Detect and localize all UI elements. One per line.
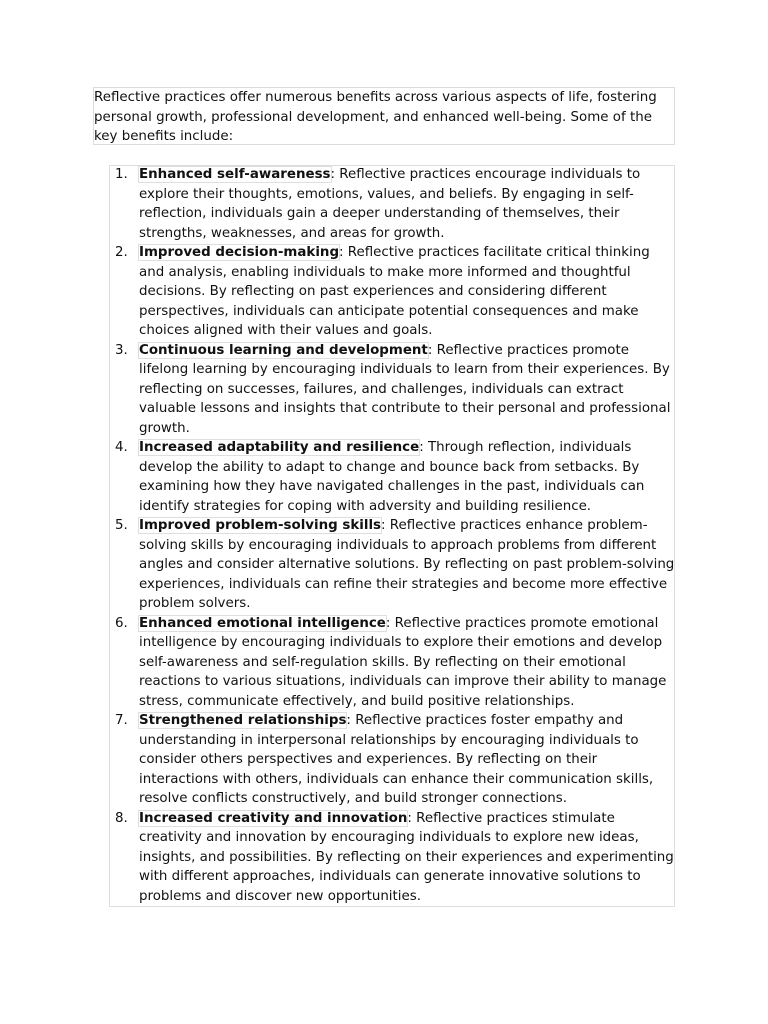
list-item-number: 5. bbox=[115, 518, 128, 533]
list-item bbox=[115, 243, 675, 341]
benefit-term: Continuous learning and development bbox=[139, 342, 428, 358]
list-item bbox=[115, 438, 675, 516]
list-item-number: 2. bbox=[115, 245, 128, 260]
benefit-term: Increased creativity and innovation bbox=[139, 810, 408, 826]
benefit-description: : Reflective practices promote lifelong learning by encouraging individuals to learn from their experiences. By reflecting on successes, failures, and challenges, individuals can extract valuable lessons and insights that contribute to their personal and professional growth. bbox=[139, 342, 671, 436]
benefits-list bbox=[115, 165, 675, 906]
list-item-number: 7. bbox=[115, 713, 128, 728]
benefit-term: Strengthened relationships bbox=[139, 713, 347, 728]
list-item bbox=[115, 711, 675, 809]
list-item-number: 1. bbox=[115, 167, 128, 182]
list-item bbox=[115, 809, 675, 907]
benefit-description: : Reflective practices foster empathy and understanding in interpersonal relationships by encouraging individuals to consider others perspectives and experiences. By reflecting on their interactions with others, individuals can enhance their communication skills, resolve conflicts constructively, and build stronger connections. bbox=[139, 713, 654, 806]
list-item bbox=[115, 516, 675, 614]
list-item bbox=[115, 165, 675, 243]
benefit-description: : Reflective practices stimulate creativity and innovation by encouraging individuals to explore new ideas, insights, and possibilities. By reflecting on their experiences and experimenting with different approaches, individuals can generate innovative solutions to problems and discover new opportunities. bbox=[139, 810, 674, 904]
benefit-term: Improved problem-solving skills bbox=[139, 518, 382, 533]
benefit-description: : Reflective practices facilitate critical thinking and analysis, enabling individuals to make more informed and thoughtful decisions. By reflecting on past experiences and considering different perspectives, individuals can anticipate potential consequences and make choices aligned with their values and goals. bbox=[139, 245, 650, 338]
list-item-number: 8. bbox=[115, 810, 128, 826]
benefit-term: Improved decision-making bbox=[139, 245, 340, 260]
list-item-number: 6. bbox=[115, 615, 128, 631]
list-item bbox=[115, 341, 675, 439]
benefit-description: : Reflective practices promote emotional intelligence by encouraging individuals to explore their emotions and develop self-awareness and self-regulation skills. By reflecting on their emotional reactions to various situations, individuals can improve their ability to manage stress, communicate effectively, and build positive relationships. bbox=[139, 615, 667, 709]
list-item-number: 4. bbox=[115, 440, 128, 455]
benefit-term: Increased adaptability and resilience bbox=[139, 440, 420, 455]
benefit-description: : Reflective practices enhance problem-solving skills by encouraging individuals to approach problems from different angles and consider alternative solutions. By reflecting on past problem-solving experiences, individuals can refine their strategies and become more effective problem solvers. bbox=[139, 518, 675, 611]
list-item bbox=[115, 614, 675, 712]
benefit-description: : Through reflection, individuals develop the ability to adapt to change and bounce back from setbacks. By examining how they have navigated challenges in the past, individuals can identify strategies for coping with adversity and building resilience. bbox=[139, 440, 645, 514]
benefit-description: : Reflective practices encourage individuals to explore their thoughts, emotions, values, and beliefs. By engaging in self-reflection, individuals gain a deeper understanding of themselves, their strengths, weaknesses, and areas for growth. bbox=[139, 167, 641, 241]
benefit-term: Enhanced emotional intelligence bbox=[139, 615, 386, 631]
benefit-term: Enhanced self-awareness bbox=[139, 167, 331, 182]
intro-paragraph: Reflective practices offer numerous benefits across various aspects of life, fostering personal growth, professional development, and enhanced well-being. Some of the key benefits include: bbox=[93, 87, 675, 145]
list-item-number: 3. bbox=[115, 342, 128, 358]
